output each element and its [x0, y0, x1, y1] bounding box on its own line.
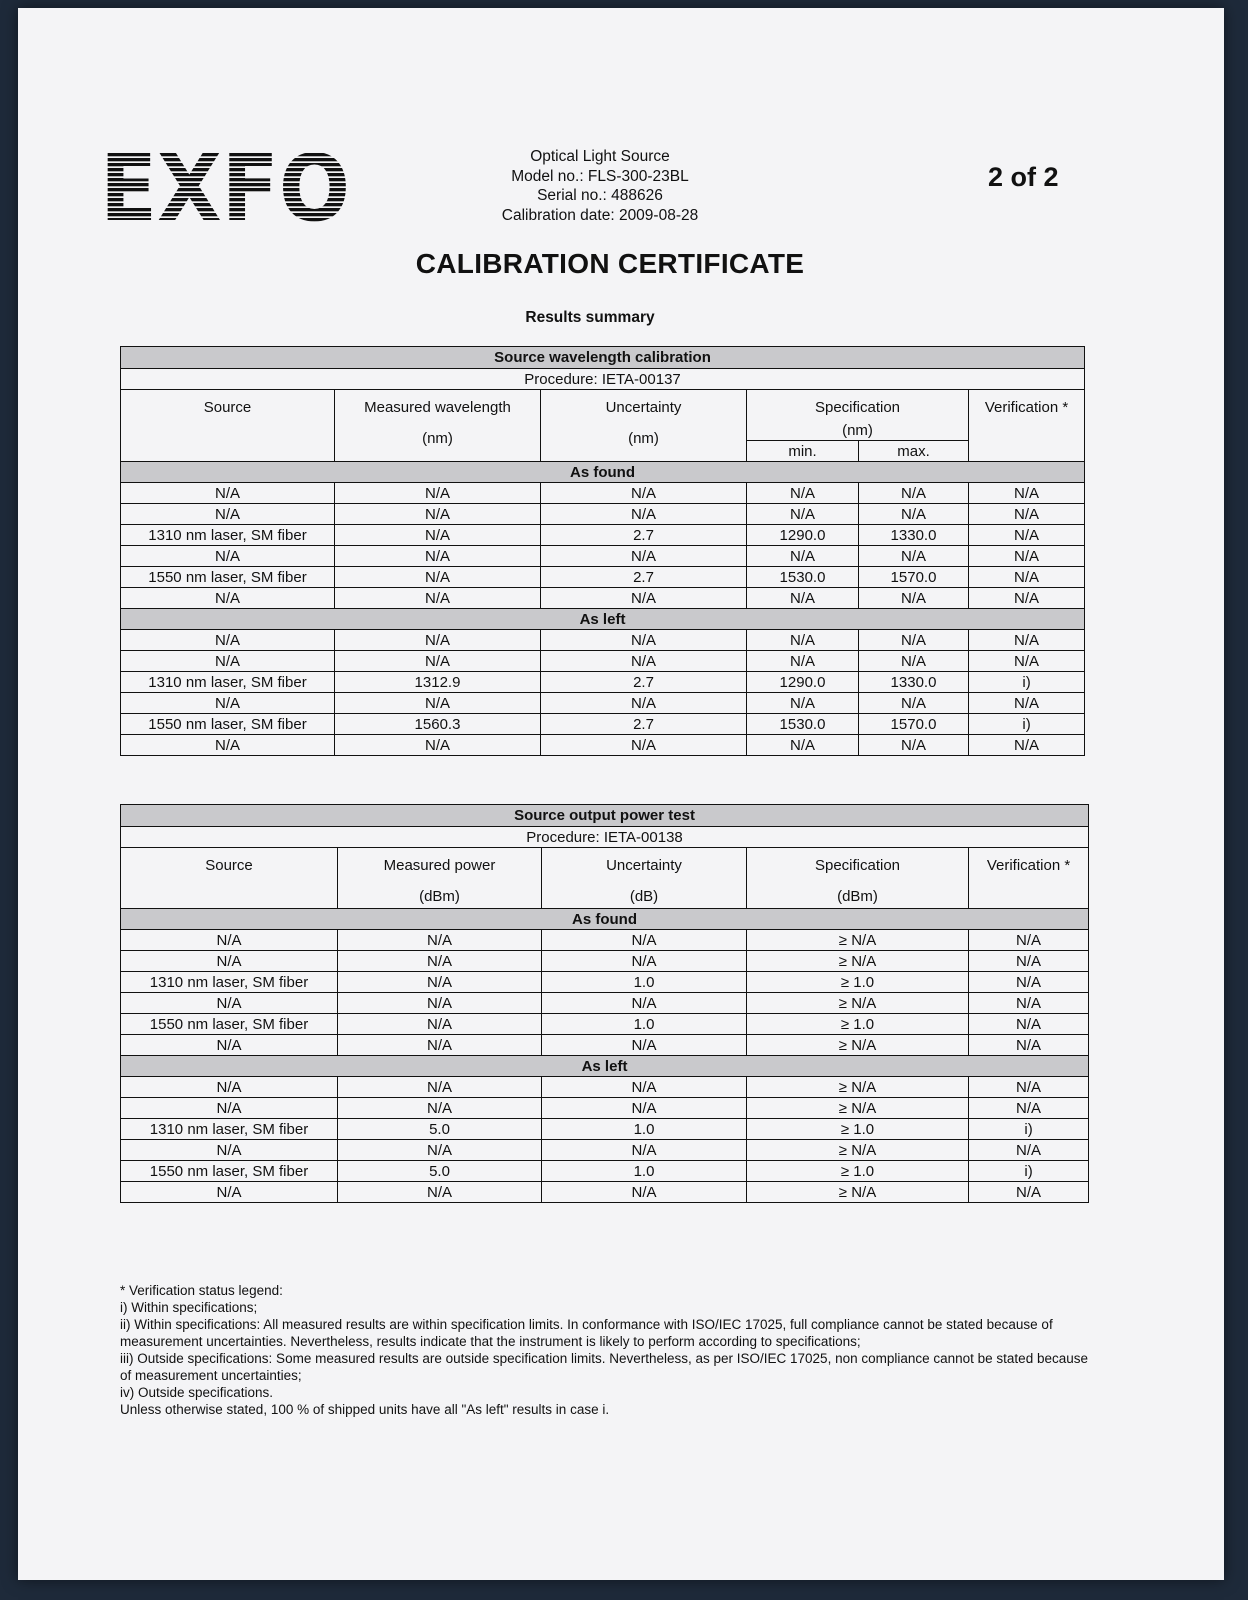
- table-cell: N/A: [859, 504, 969, 525]
- table-cell: N/A: [338, 1098, 542, 1119]
- table-cell: N/A: [121, 483, 335, 504]
- table-cell: 1530.0: [747, 567, 859, 588]
- table-cell: N/A: [541, 693, 747, 714]
- table-row: [121, 1077, 1089, 1098]
- table-row: [121, 693, 1085, 714]
- product-name: Optical Light Source: [530, 148, 670, 165]
- table-row: [121, 993, 1089, 1014]
- table-row: [121, 672, 1085, 693]
- table-cell: N/A: [969, 1182, 1089, 1203]
- table-cell: 2.7: [541, 525, 747, 546]
- table-row: [121, 1161, 1089, 1182]
- table-cell: N/A: [969, 1014, 1089, 1035]
- table-row: [121, 483, 1085, 504]
- as-left-section-header: As left: [121, 1056, 1089, 1077]
- table-cell: N/A: [121, 1098, 338, 1119]
- table-cell: 1550 nm laser, SM fiber: [121, 1014, 338, 1035]
- table-row: [121, 930, 1089, 951]
- table-row: [121, 546, 1085, 567]
- table-cell: N/A: [338, 972, 542, 993]
- table-cell: N/A: [121, 1035, 338, 1056]
- table-cell: N/A: [542, 951, 747, 972]
- legend-note: Unless otherwise stated, 100 % of shipped units have all "As left" results in case i.: [120, 1402, 610, 1417]
- table-cell: N/A: [969, 1077, 1089, 1098]
- column-header-verification: Verification *: [969, 848, 1089, 909]
- legend-item: ii) Within specifications: All measured results are within specification limits. In conformance with ISO/IEC 17025, full compliance cannot be stated because of measurement uncertainties. Nevertheless, results indicate that the instrument is likely to perform according to specifications;: [120, 1317, 1053, 1349]
- table-row: [121, 1182, 1089, 1203]
- output-power-table: [120, 804, 1089, 1203]
- table-row: [121, 504, 1085, 525]
- table-cell: N/A: [335, 483, 541, 504]
- table-cell: 1.0: [542, 972, 747, 993]
- table-row: [121, 951, 1089, 972]
- table-cell: 1570.0: [859, 714, 969, 735]
- table-cell: N/A: [747, 630, 859, 651]
- table-cell: N/A: [541, 651, 747, 672]
- table-row: [121, 651, 1085, 672]
- column-header-measured-power: Measured power (dBm): [338, 848, 542, 909]
- exfo-logo: [100, 148, 350, 226]
- table-cell: ≥ N/A: [747, 930, 969, 951]
- table-cell: ≥ N/A: [747, 1035, 969, 1056]
- table-cell: 1310 nm laser, SM fiber: [121, 525, 335, 546]
- table-cell: N/A: [335, 546, 541, 567]
- table-cell: N/A: [969, 1140, 1089, 1161]
- table-cell: 1550 nm laser, SM fiber: [121, 1161, 338, 1182]
- table-cell: N/A: [859, 735, 969, 756]
- table-cell: 2.7: [541, 567, 747, 588]
- table-cell: N/A: [747, 588, 859, 609]
- column-header-uncertainty: Uncertainty (nm): [541, 390, 747, 462]
- column-header-source: Source: [121, 390, 335, 462]
- table-row: [121, 735, 1085, 756]
- table-cell: N/A: [859, 630, 969, 651]
- column-header-min: min.: [747, 441, 859, 462]
- table-cell: N/A: [969, 993, 1089, 1014]
- table-cell: ≥ N/A: [747, 1140, 969, 1161]
- table-cell: ≥ N/A: [747, 1182, 969, 1203]
- table-cell: N/A: [335, 630, 541, 651]
- column-header-verification: Verification *: [969, 390, 1085, 462]
- table-cell: N/A: [338, 930, 542, 951]
- legend-item: iv) Outside specifications.: [120, 1385, 274, 1400]
- table-cell: i): [969, 672, 1085, 693]
- table-cell: N/A: [121, 951, 338, 972]
- table-cell: N/A: [121, 930, 338, 951]
- results-summary-heading: Results summary: [525, 309, 655, 326]
- table-cell: 1310 nm laser, SM fiber: [121, 1119, 338, 1140]
- table-cell: N/A: [969, 1098, 1089, 1119]
- table-cell: N/A: [335, 588, 541, 609]
- table-cell: N/A: [338, 993, 542, 1014]
- table-cell: 2.7: [541, 672, 747, 693]
- column-header-source: Source: [121, 848, 338, 909]
- table-cell: N/A: [121, 693, 335, 714]
- table-cell: 1290.0: [747, 672, 859, 693]
- table-cell: N/A: [541, 588, 747, 609]
- table-cell: 2.7: [541, 714, 747, 735]
- table-cell: N/A: [859, 588, 969, 609]
- table-cell: N/A: [542, 1035, 747, 1056]
- table-cell: N/A: [859, 483, 969, 504]
- table-cell: N/A: [121, 735, 335, 756]
- table-cell: N/A: [335, 693, 541, 714]
- table-cell: N/A: [338, 1035, 542, 1056]
- table-cell: N/A: [338, 1140, 542, 1161]
- table-row: [121, 1140, 1089, 1161]
- table-cell: 1570.0: [859, 567, 969, 588]
- table-cell: 5.0: [338, 1161, 542, 1182]
- table-cell: 1.0: [542, 1161, 747, 1182]
- table-cell: N/A: [542, 1182, 747, 1203]
- as-left-section-header: As left: [121, 609, 1085, 630]
- table-cell: N/A: [969, 504, 1085, 525]
- table-cell: N/A: [335, 504, 541, 525]
- product-info: [440, 147, 760, 225]
- table-cell: 1310 nm laser, SM fiber: [121, 672, 335, 693]
- calibration-date: Calibration date: 2009-08-28: [501, 206, 699, 224]
- table-cell: N/A: [541, 504, 747, 525]
- table-cell: N/A: [969, 651, 1085, 672]
- legend-item: i) Within specifications;: [120, 1300, 258, 1315]
- table-cell: N/A: [542, 993, 747, 1014]
- table-cell: N/A: [969, 630, 1085, 651]
- table-cell: 1550 nm laser, SM fiber: [121, 714, 335, 735]
- table-cell: N/A: [747, 504, 859, 525]
- table-cell: N/A: [859, 693, 969, 714]
- table-cell: N/A: [338, 1077, 542, 1098]
- procedure-label: Procedure: IETA-00138: [121, 827, 1089, 848]
- column-header-measured-wavelength: Measured wavelength (nm): [335, 390, 541, 462]
- table-cell: N/A: [969, 483, 1085, 504]
- table-cell: N/A: [338, 951, 542, 972]
- table-cell: N/A: [121, 1182, 338, 1203]
- table-cell: N/A: [747, 546, 859, 567]
- table-cell: i): [969, 1119, 1089, 1140]
- table-cell: N/A: [747, 693, 859, 714]
- table-cell: i): [969, 1161, 1089, 1182]
- table-cell: 1550 nm laser, SM fiber: [121, 567, 335, 588]
- table-row: [121, 588, 1085, 609]
- column-header-specification: Specification (dBm): [747, 848, 969, 909]
- table-cell: N/A: [859, 546, 969, 567]
- table-cell: N/A: [969, 1035, 1089, 1056]
- table-cell: N/A: [542, 1077, 747, 1098]
- table-cell: N/A: [859, 651, 969, 672]
- column-header-uncertainty: Uncertainty (dB): [542, 848, 747, 909]
- table-cell: 1330.0: [859, 525, 969, 546]
- table-cell: N/A: [541, 546, 747, 567]
- table-cell: ≥ N/A: [747, 1077, 969, 1098]
- table-cell: ≥ N/A: [747, 951, 969, 972]
- as-found-section-header: As found: [121, 909, 1089, 930]
- table-row: [121, 1119, 1089, 1140]
- legend-item: iii) Outside specifications: Some measured results are outside specification limits. Nevertheless, as per ISO/IEC 17025, non compliance cannot be stated because of measurement uncertainties;: [120, 1351, 1088, 1383]
- document-title: CALIBRATION CERTIFICATE: [415, 248, 805, 279]
- table-cell: N/A: [541, 483, 747, 504]
- table-cell: 1530.0: [747, 714, 859, 735]
- table-cell: ≥ 1.0: [747, 1119, 969, 1140]
- table-cell: N/A: [121, 1077, 338, 1098]
- model-number: Model no.: FLS-300-23BL: [511, 167, 689, 185]
- table-cell: 1560.3: [335, 714, 541, 735]
- table-row: [121, 567, 1085, 588]
- table-cell: N/A: [747, 483, 859, 504]
- table-title: Source wavelength calibration: [121, 347, 1085, 369]
- page-number: 2 of 2: [988, 162, 1059, 192]
- table-cell: N/A: [542, 1140, 747, 1161]
- table-cell: 1.0: [542, 1014, 747, 1035]
- table-cell: N/A: [335, 525, 541, 546]
- table-cell: N/A: [121, 1140, 338, 1161]
- table-cell: N/A: [541, 735, 747, 756]
- table-cell: N/A: [542, 1098, 747, 1119]
- table-title: Source output power test: [121, 805, 1089, 827]
- table-cell: N/A: [335, 567, 541, 588]
- table-cell: N/A: [541, 630, 747, 651]
- table-cell: N/A: [969, 930, 1089, 951]
- table-cell: 1312.9: [335, 672, 541, 693]
- table-row: [121, 1098, 1089, 1119]
- table-cell: N/A: [969, 972, 1089, 993]
- table-cell: N/A: [121, 993, 338, 1014]
- logo-text: EXFO: [100, 148, 350, 226]
- table-cell: N/A: [121, 504, 335, 525]
- table-cell: N/A: [969, 525, 1085, 546]
- table-row: [121, 714, 1085, 735]
- table-cell: N/A: [969, 951, 1089, 972]
- table-cell: N/A: [338, 1014, 542, 1035]
- column-header-specification: Specification (nm): [747, 390, 969, 441]
- table-cell: N/A: [335, 651, 541, 672]
- table-cell: N/A: [335, 735, 541, 756]
- table-cell: 5.0: [338, 1119, 542, 1140]
- table-row: [121, 972, 1089, 993]
- table-cell: ≥ N/A: [747, 993, 969, 1014]
- table-cell: N/A: [969, 693, 1085, 714]
- table-cell: 1330.0: [859, 672, 969, 693]
- table-cell: N/A: [747, 735, 859, 756]
- verification-legend: [120, 1282, 1095, 1418]
- table-cell: N/A: [747, 651, 859, 672]
- table-cell: N/A: [121, 651, 335, 672]
- table-cell: ≥ 1.0: [747, 972, 969, 993]
- wavelength-calibration-table: [120, 346, 1085, 756]
- procedure-label: Procedure: IETA-00137: [121, 369, 1085, 390]
- table-cell: 1290.0: [747, 525, 859, 546]
- table-row: [121, 525, 1085, 546]
- table-cell: N/A: [121, 546, 335, 567]
- table-cell: N/A: [542, 930, 747, 951]
- table-cell: i): [969, 714, 1085, 735]
- column-header-max: max.: [859, 441, 969, 462]
- table-cell: N/A: [338, 1182, 542, 1203]
- table-row: [121, 630, 1085, 651]
- legend-heading: * Verification status legend:: [120, 1283, 283, 1298]
- table-cell: 1310 nm laser, SM fiber: [121, 972, 338, 993]
- table-cell: N/A: [121, 588, 335, 609]
- table-cell: ≥ 1.0: [747, 1014, 969, 1035]
- as-found-section-header: As found: [121, 462, 1085, 483]
- table-cell: N/A: [969, 567, 1085, 588]
- table-cell: N/A: [121, 630, 335, 651]
- table-cell: N/A: [969, 588, 1085, 609]
- table-cell: N/A: [969, 546, 1085, 567]
- serial-number: Serial no.: 488626: [537, 187, 663, 204]
- table-cell: N/A: [969, 735, 1085, 756]
- table-cell: ≥ N/A: [747, 1098, 969, 1119]
- table-row: [121, 1014, 1089, 1035]
- table-cell: ≥ 1.0: [747, 1161, 969, 1182]
- table-row: [121, 1035, 1089, 1056]
- table-cell: 1.0: [542, 1119, 747, 1140]
